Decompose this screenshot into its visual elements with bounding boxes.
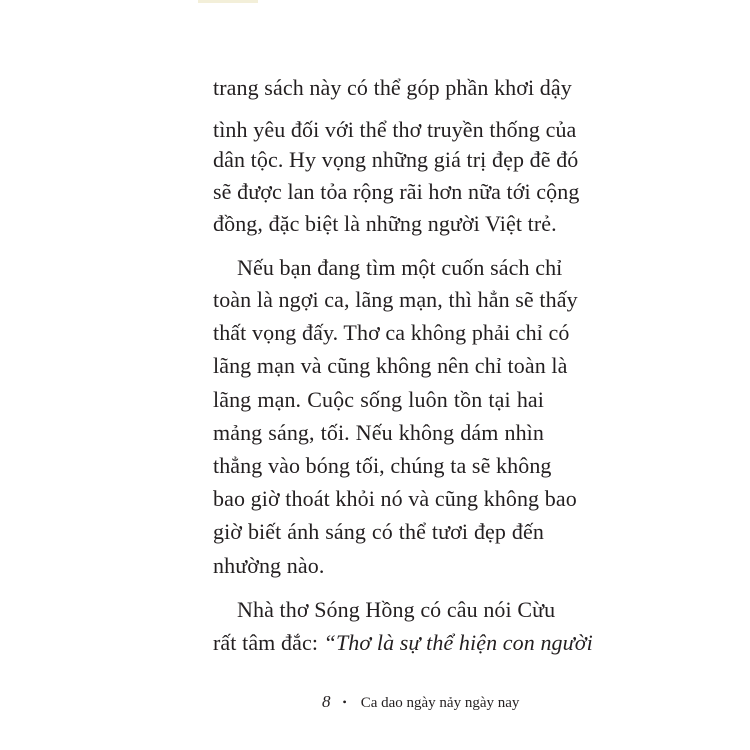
paragraph-2-line-6: mảng sáng, tối. Nếu không dám nhìn <box>213 420 544 445</box>
paragraph-2-line-2: toàn là ngợi ca, lãng mạn, thì hẳn sẽ thấy <box>213 287 578 312</box>
paragraph-1-line-5: đồng, đặc biệt là những người Việt trẻ. <box>213 211 557 236</box>
paragraph-2-line-9: giờ biết ánh sáng có thể tươi đẹp đến <box>213 519 544 544</box>
quote-text: “Thơ là sự thể hiện con người <box>323 630 593 655</box>
bullet-separator: • <box>342 695 347 709</box>
paragraph-2-line-5: lãng mạn. Cuộc sống luôn tồn tại hai <box>213 387 544 412</box>
paragraph-2-line-3: thất vọng đấy. Thơ ca không phải chỉ có <box>213 320 570 345</box>
paragraph-1-line-2: tình yêu đối với thể thơ truyền thống của <box>213 117 577 142</box>
page-footer <box>322 690 519 714</box>
paragraph-1-line-3: dân tộc. Hy vọng những giá trị đẹp đẽ đó <box>213 147 579 172</box>
paragraph-2-line-7: thẳng vào bóng tối, chúng ta sẽ không <box>213 453 552 478</box>
running-title: Ca dao ngày nảy ngày nay <box>360 695 520 711</box>
paragraph-2-line-8: bao giờ thoát khỏi nó và cũng không bao <box>213 486 577 511</box>
paragraph-3-line-1: Nhà thơ Sóng Hồng có câu nói Cừu <box>237 597 556 622</box>
paragraph-1-line-1: trang sách này có thể góp phần khơi dậy <box>213 75 572 100</box>
paragraph-1-line-4: sẽ được lan tỏa rộng rãi hơn nữa tới cộng <box>213 179 580 204</box>
paragraph-3-line-2 <box>213 623 593 663</box>
paragraph-2-line-10: nhường nào. <box>213 553 325 578</box>
paragraph-2-line-1: Nếu bạn đang tìm một cuốn sách chỉ <box>237 255 563 280</box>
paragraph-3-line-2-text: rất tâm đắc: <box>213 630 324 655</box>
page-number: 8 <box>322 692 331 711</box>
page-edge-mark <box>198 0 258 3</box>
paragraph-2-line-4: lãng mạn và cũng không nên chỉ toàn là <box>213 353 568 378</box>
